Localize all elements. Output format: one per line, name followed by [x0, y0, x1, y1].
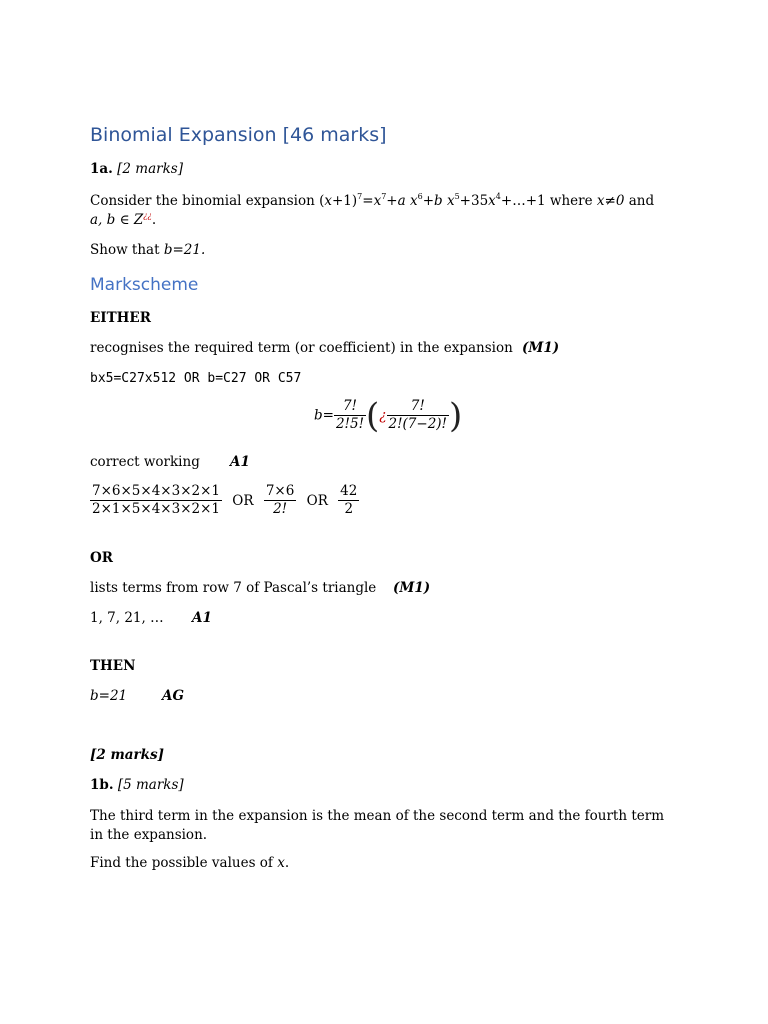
question-1a-header: [90, 161, 183, 177]
where-text: where: [549, 193, 593, 209]
set-condition: a, b ∈ Z¿¿.: [90, 211, 157, 228]
page-title: Binomial Expansion [46 marks]: [90, 124, 387, 146]
fraction: $\frac{7\times 6}{2!}$: [265, 483, 295, 517]
intro-text: Consider the binomial expansion: [90, 193, 315, 209]
question-marks: [2 marks]: [117, 161, 183, 177]
step2-mark: (M1): [393, 580, 431, 596]
fraction: $\frac{42}{2}$: [340, 483, 358, 517]
working-mark: A1: [230, 454, 250, 470]
pascal-row-mark: A1: [192, 610, 212, 626]
then-label: THEN: [90, 658, 136, 674]
step1-alternative: bx5=C27x512 OR b=C27 OR C57: [90, 371, 302, 386]
question-label: 1a.: [90, 161, 113, 177]
and-text: and: [628, 193, 655, 209]
step2-text: lists terms from row 7 of Pascal’s triangle: [90, 580, 377, 596]
markscheme-total: [2 marks]: [90, 747, 164, 763]
step1-mark: (M1): [522, 340, 560, 356]
question-1b-text: The third term in the expansion is the mean of the second term and the fourth term in the expansion.: [90, 808, 665, 843]
pascal-row-list: 1, 7, 21, …: [90, 610, 164, 626]
expansion-formula: $(x+1)^7=x^7+a$ $x^6+b$ $x^5+35x^4+\dots+1$: [319, 192, 546, 209]
set-line: a, b ∈ Z: [90, 212, 144, 228]
question-1a-statement: [90, 193, 654, 209]
working-fractions: $\frac{7\times 6\times 5\times 4\times 3\times 2\times 1}{2\times 1\times 5\times 4\times 3\times 2\times 1}$ OR $\frac{7\times 6}{2!}$ OR $\frac{42}{2}$: [92, 483, 358, 517]
result-mark: AG: [162, 688, 185, 704]
step1-text: recognises the required term (or coefficient) in the expansion: [90, 340, 513, 356]
question-label: 1b.: [90, 777, 114, 793]
question-marks: [5 marks]: [117, 777, 184, 793]
show-that: Show that b=21.: [90, 242, 206, 258]
fraction: $\frac{7\times 6\times 5\times 4\times 3\times 2\times 1}{2\times 1\times 5\times 4\times 3\times 2\times 1}$: [92, 483, 220, 517]
either-label: EITHER: [90, 310, 151, 326]
condition: x≠0: [596, 193, 625, 209]
question-1b-header: [90, 777, 184, 793]
question-1b-instruction: Find the possible values of x.: [90, 855, 290, 871]
working-text: correct working: [90, 454, 200, 470]
formula-glyph: ¿: [379, 407, 387, 424]
markscheme-heading: Markscheme: [90, 275, 199, 295]
set-glyph: ¿¿: [143, 211, 152, 220]
or-label: OR: [90, 550, 113, 566]
combination-formula: b= $\frac{7!}{2!5!}$ (¿ $\frac{7!}{2!(7-2)!}$ ): [314, 395, 463, 436]
fraction: $\frac{7!}{2!(7-2)!}$: [388, 398, 447, 432]
result: b=21: [90, 688, 128, 704]
fraction: $\frac{7!}{2!5!}$: [335, 398, 364, 432]
